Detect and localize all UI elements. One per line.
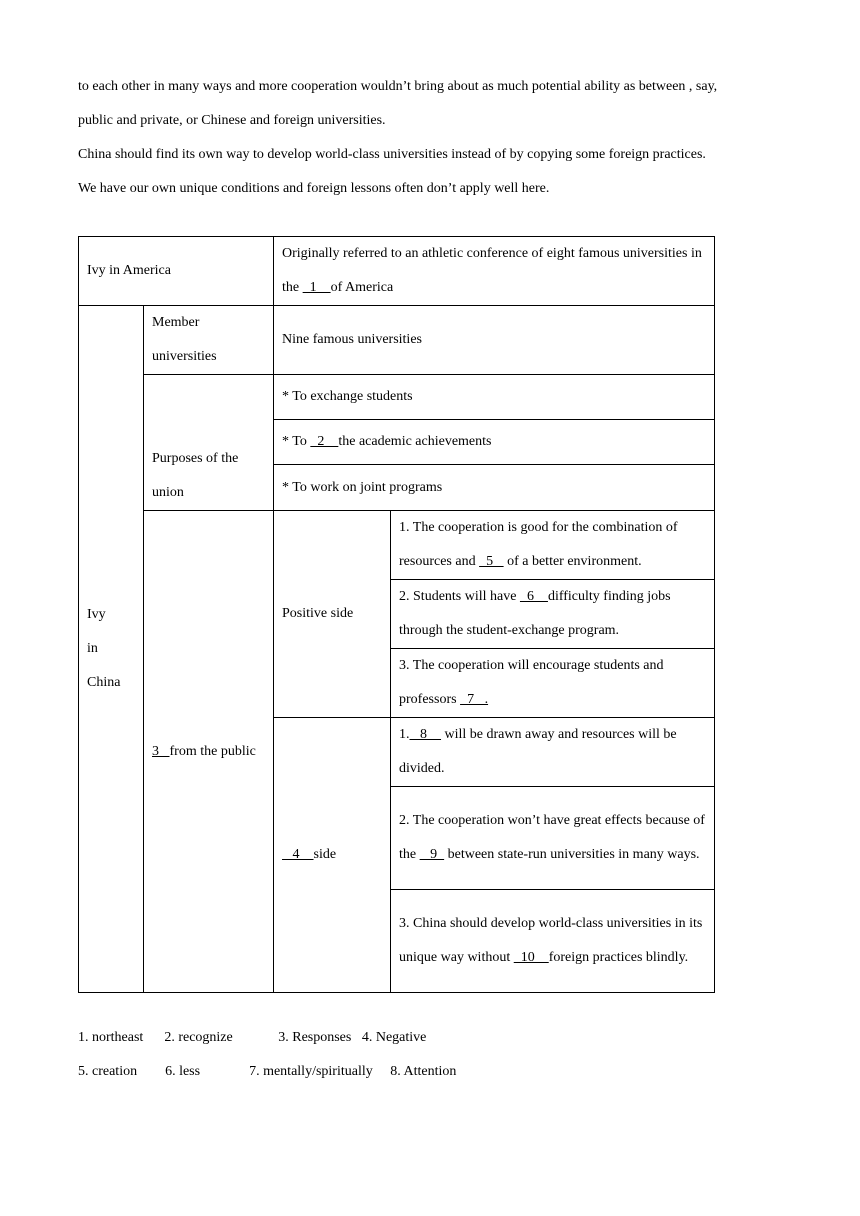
blank-2: 2 <box>310 434 339 449</box>
positive-item-2-text-end: difficulty finding jobs through the student-exchange program. <box>399 589 671 638</box>
positive-side-label: Positive side <box>282 606 354 621</box>
purpose-item-2-text: * To <box>282 434 311 449</box>
ivy-america-desc-cell <box>274 237 715 306</box>
intro-line-4: We have our own unique conditions and foreign lessons often don’t apply well here. <box>78 181 550 196</box>
ivy-america-desc-text-end: of America <box>330 280 394 295</box>
ivy-america-desc-text: Originally referred to an athletic conference of eight famous universities in the <box>282 246 702 295</box>
blank-8: 8 <box>409 727 442 742</box>
positive-item-1-text: 1. The cooperation is good for the combination of resources and <box>399 520 678 569</box>
positive-item-3-cell <box>391 649 715 718</box>
ivy-america-label: Ivy in America <box>87 263 171 278</box>
blank-9: 9 <box>419 847 445 862</box>
intro-line-2: public and private, or Chinese and foreign universities. <box>78 113 386 128</box>
negative-side-label-cell <box>274 718 391 993</box>
blank-3: 3 <box>152 743 170 759</box>
answer-key <box>78 1021 456 1089</box>
positive-item-2-text: 2. Students will have <box>399 589 520 604</box>
intro-line-1: to each other in many ways and more cooperation wouldn’t bring about as much potential ability as between , say, <box>78 79 718 94</box>
negative-item-3-text-end: foreign practices blindly. <box>548 950 689 965</box>
blank-6: 6 <box>519 589 548 604</box>
member-universities-value: Nine famous universities <box>282 332 422 347</box>
negative-side-label: side <box>313 847 337 862</box>
purpose-item-1: * To exchange students <box>282 389 413 404</box>
member-universities-value-cell <box>274 306 715 375</box>
negative-item-2-text-end: between state-run universities in many ways. <box>444 847 700 862</box>
negative-item-1-cell <box>391 718 715 787</box>
ivy-league-table <box>78 236 715 993</box>
purposes-label-cell <box>144 375 274 511</box>
ivy-china-label-line1: Ivy <box>87 607 106 622</box>
intro-line-3: China should find its own way to develop world-class universities instead of by copying some foreign practices. <box>78 147 706 162</box>
member-universities-label-cell <box>144 306 274 375</box>
negative-item-3-cell <box>391 890 715 993</box>
answer-key-line-2: 5. creation 6. less 7. mentally/spiritually 8. Attention <box>78 1064 457 1079</box>
positive-item-3-text: 3. The cooperation will encourage students and professors <box>399 658 664 707</box>
positive-item-1-cell <box>391 511 715 580</box>
blank-10: 10 <box>513 950 549 965</box>
negative-item-1-text-end: will be drawn away and resources will be divided. <box>399 727 677 776</box>
table-row-ivy-america <box>79 237 715 306</box>
positive-side-label-cell <box>274 511 391 718</box>
purpose-item-3: * To work on joint programs <box>282 479 443 495</box>
positive-item-2-cell <box>391 580 715 649</box>
purpose-item-2-cell <box>274 420 715 465</box>
positive-item-1-text-end: of a better environment. <box>503 554 642 569</box>
table-row-purpose-1 <box>79 375 715 420</box>
ivy-china-label-cell <box>79 306 144 993</box>
responses-label-cell <box>144 511 274 993</box>
purpose-item-2-text-end: the academic achievements <box>338 434 492 449</box>
negative-item-3-text: 3. China should develop world-class universities in its unique way without <box>399 916 703 965</box>
answer-key-line-1: 1. northeast 2. recognize 3. Responses 4. Negative <box>78 1030 427 1045</box>
intro-paragraph <box>78 70 798 206</box>
blank-5: 5 <box>479 554 504 569</box>
member-universities-label: Member universities <box>152 315 217 364</box>
blank-7: 7 . <box>460 692 489 707</box>
responses-label: from the public <box>169 743 256 759</box>
purposes-label: Purposes of the union <box>152 451 239 500</box>
blank-4: 4 <box>282 847 314 862</box>
ivy-america-label-cell <box>79 237 274 306</box>
ivy-china-label-line2: in <box>87 641 98 656</box>
negative-item-2-text: 2. The cooperation won’t have great effects because of the <box>399 813 705 862</box>
negative-item-2-cell <box>391 787 715 890</box>
table-row-positive-1 <box>79 511 715 580</box>
purpose-item-3-cell <box>274 465 715 511</box>
blank-1: 1 <box>302 280 331 295</box>
table-row-members <box>79 306 715 375</box>
purpose-item-1-cell <box>274 375 715 420</box>
negative-item-1-text: 1. <box>399 727 410 742</box>
ivy-china-label-line3: China <box>87 675 121 690</box>
